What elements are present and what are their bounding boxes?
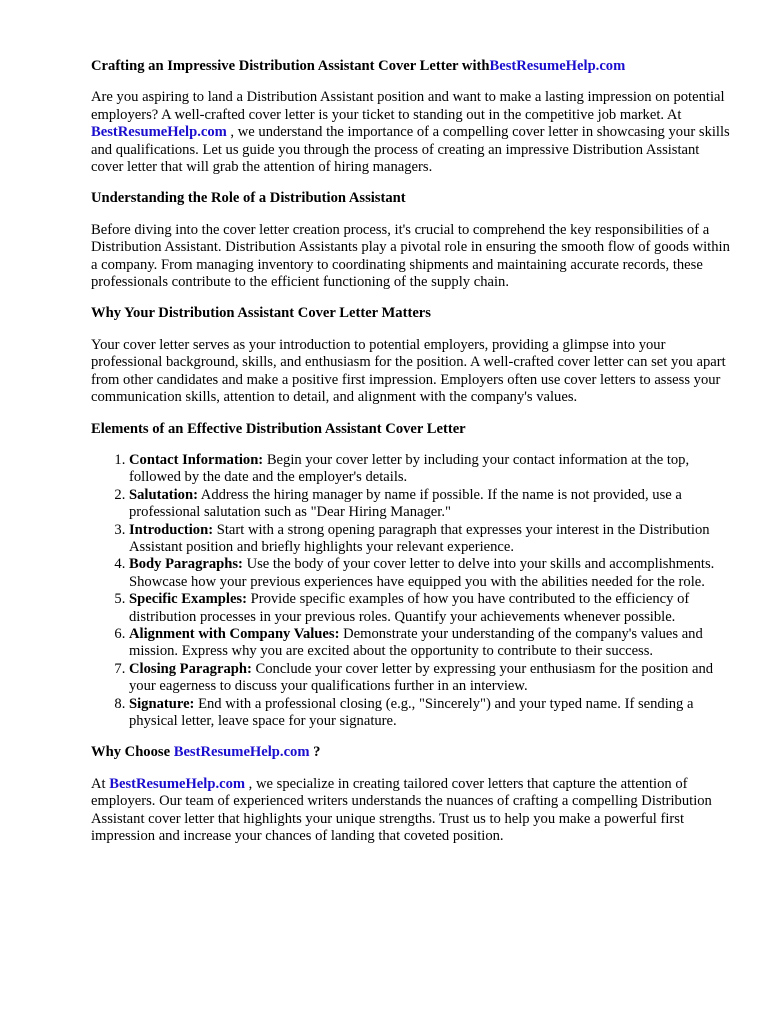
why-choose-link-bestresumehelp[interactable]: BestResumeHelp.com xyxy=(173,744,310,761)
list-item-text: Address the hiring manager by name if possible. If the name is not provided, use a professional salutation such as "Dear Hiring Manager." xyxy=(129,486,682,521)
elements-list xyxy=(91,452,731,731)
section-body-why-choose xyxy=(91,776,731,846)
list-item-text: Use the body of your cover letter to delve into your skills and accomplishments. Showcase how your previous experiences have equipped you with the abilities needed for the role. xyxy=(129,556,715,590)
section-heading-role: Understanding the Role of a Distribution Assistant xyxy=(91,190,406,207)
why-choose-body-after: , we specialize in creating tailored cover letters that capture the attention of employers. Our team of experienced writers understands the nuances of crafting a compelling Distribution Assistant cover letter that highlights your unique strengths. Trust us to help you make a powerful first impression and increase your chances of landing that coveted position. xyxy=(91,775,712,845)
list-item-text: Start with a strong opening paragraph that expresses your interest in the Distribution Assistant position and briefly highlights your relevant experience. xyxy=(129,521,710,555)
list-item-text: End with a professional closing (e.g., "Sincerely") and your typed name. If sending a physical letter, leave space for your signature. xyxy=(129,695,694,729)
section-heading-matters: Why Your Distribution Assistant Cover Letter Matters xyxy=(91,305,431,322)
list-item-term: Signature: xyxy=(129,695,195,712)
list-item-term: Introduction: xyxy=(129,521,214,538)
list-item-term: Body Paragraphs: xyxy=(129,556,243,573)
intro-paragraph xyxy=(91,89,731,176)
list-item-term: Alignment with Company Values: xyxy=(129,625,340,642)
list-item xyxy=(129,522,731,557)
list-item xyxy=(129,696,731,731)
list-item-term: Contact Information: xyxy=(129,451,264,468)
list-item xyxy=(129,626,731,661)
list-item xyxy=(129,556,731,591)
document-page xyxy=(91,58,731,859)
list-item-text: Begin your cover letter by including your contact information at the top, followed by the date and the employer's details. xyxy=(129,451,690,486)
why-choose-body-link-bestresumehelp[interactable]: BestResumeHelp.com xyxy=(109,775,246,792)
list-item-text: Conclude your cover letter by expressing your enthusiasm for the position and your eagerness to discuss your qualifications further in an interview. xyxy=(129,660,714,695)
title-link-bestresumehelp[interactable]: BestResumeHelp.com xyxy=(489,58,626,74)
document-title xyxy=(91,58,731,75)
intro-text-after: , we understand the importance of a compelling cover letter in showcasing your skills and qualifications. Let us guide you through the process of creating an impressive Distribution Assistant cover letter that will grab the attention of hiring managers. xyxy=(91,124,730,176)
intro-link-bestresumehelp[interactable]: BestResumeHelp.com xyxy=(91,124,227,141)
why-choose-text-after: ? xyxy=(309,744,321,761)
intro-text-before: Are you aspiring to land a Distribution Assistant position and want to make a lasting impression on potential employers? A well-crafted cover letter is your ticket to standing out in the competitive job market. At xyxy=(91,89,725,123)
list-item-term: Closing Paragraph: xyxy=(129,660,252,677)
why-choose-body-before: At xyxy=(91,775,110,792)
section-heading-elements: Elements of an Effective Distribution Assistant Cover Letter xyxy=(91,420,466,437)
list-item xyxy=(129,661,731,696)
title-text: Crafting an Impressive Distribution Assistant Cover Letter with xyxy=(91,58,490,74)
section-body-matters: Your cover letter serves as your introduction to potential employers, providing a glimpse into your professional background, skills, and enthusiasm for the position. A well-crafted cover letter can set you apart from other candidates and make a positive first impression. Employers often use cover letters to assess your communication skills, attention to detail, and alignment with the company's values. xyxy=(91,336,726,406)
list-item-text: Demonstrate your understanding of the company's values and mission. Express why you are excited about the opportunity to contribute to their success. xyxy=(129,625,703,660)
section-heading-why-choose xyxy=(91,744,731,761)
why-choose-text-before: Why Choose xyxy=(91,744,174,761)
list-item-term: Salutation: xyxy=(129,486,198,503)
list-item xyxy=(129,487,731,522)
list-item-text: Provide specific examples of how you have contributed to the efficiency of distribution processes in your previous roles. Quantify your achievements whenever possible. xyxy=(129,591,690,625)
section-body-role: Before diving into the cover letter creation process, it's crucial to comprehend the key responsibilities of a Distribution Assistant. Distribution Assistants play a pivotal role in ensuring the smooth flow of goods within a company. From managing inventory to coordinating shipments and maintaining accurate records, these professionals contribute to the efficient functioning of the supply chain. xyxy=(91,221,730,291)
list-item xyxy=(129,452,731,487)
list-item xyxy=(129,591,731,626)
list-item-term: Specific Examples: xyxy=(129,591,247,608)
